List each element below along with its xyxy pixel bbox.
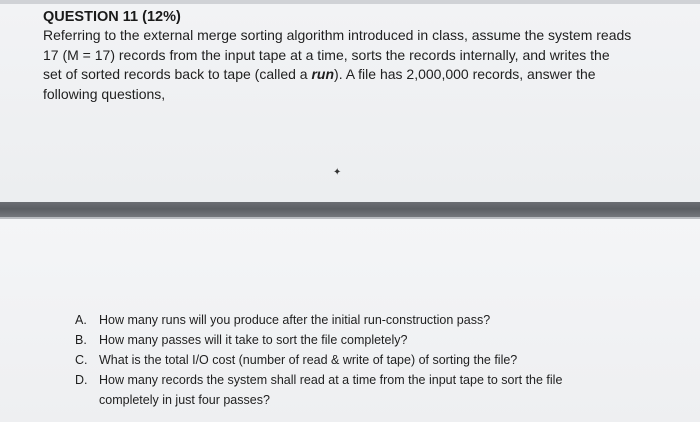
question-body-line-3-end: ). A file has 2,000,000 records, answer the bbox=[334, 66, 596, 83]
answer-text: What is the total I/O cost (number of read & write of tape) of sorting the file? bbox=[99, 353, 518, 367]
question-body bbox=[43, 26, 673, 104]
run-term: run bbox=[311, 66, 335, 83]
cursor-mark-icon: ✦ bbox=[333, 167, 342, 178]
list-item bbox=[75, 370, 675, 410]
question-body-line-1: Referring to the external merge sorting algorithm introduced in class, assume the system reads bbox=[43, 27, 632, 43]
list-item bbox=[75, 350, 675, 370]
answer-letter: D. bbox=[75, 373, 88, 387]
answer-text-wrap bbox=[99, 370, 562, 410]
question-body-line-3-start: set of sorted records back to tape (called a bbox=[43, 66, 312, 83]
question-title: QUESTION 11 (12%) bbox=[43, 9, 181, 25]
answer-text: How many passes will it take to sort the file completely? bbox=[99, 333, 408, 347]
question-body-line-4: following questions, bbox=[43, 85, 166, 102]
answer-text: How many runs will you produce after the initial run-construction pass? bbox=[99, 313, 491, 327]
answer-letter: C. bbox=[75, 353, 88, 367]
answer-list bbox=[75, 310, 675, 410]
list-item bbox=[75, 330, 675, 350]
answer-letter: B. bbox=[75, 333, 87, 347]
question-body-line-2: 17 (M = 17) records from the input tape at a time, sorts the records internally, and writes the bbox=[43, 46, 610, 63]
answer-text-continued: completely in just four passes? bbox=[99, 393, 270, 407]
answer-text: How many records the system shall read at a time from the input tape to sort the file bbox=[99, 373, 563, 387]
divider-bar bbox=[0, 202, 700, 217]
list-item bbox=[75, 310, 675, 330]
answer-letter: A. bbox=[75, 313, 87, 327]
question-body-line-3 bbox=[43, 65, 673, 85]
